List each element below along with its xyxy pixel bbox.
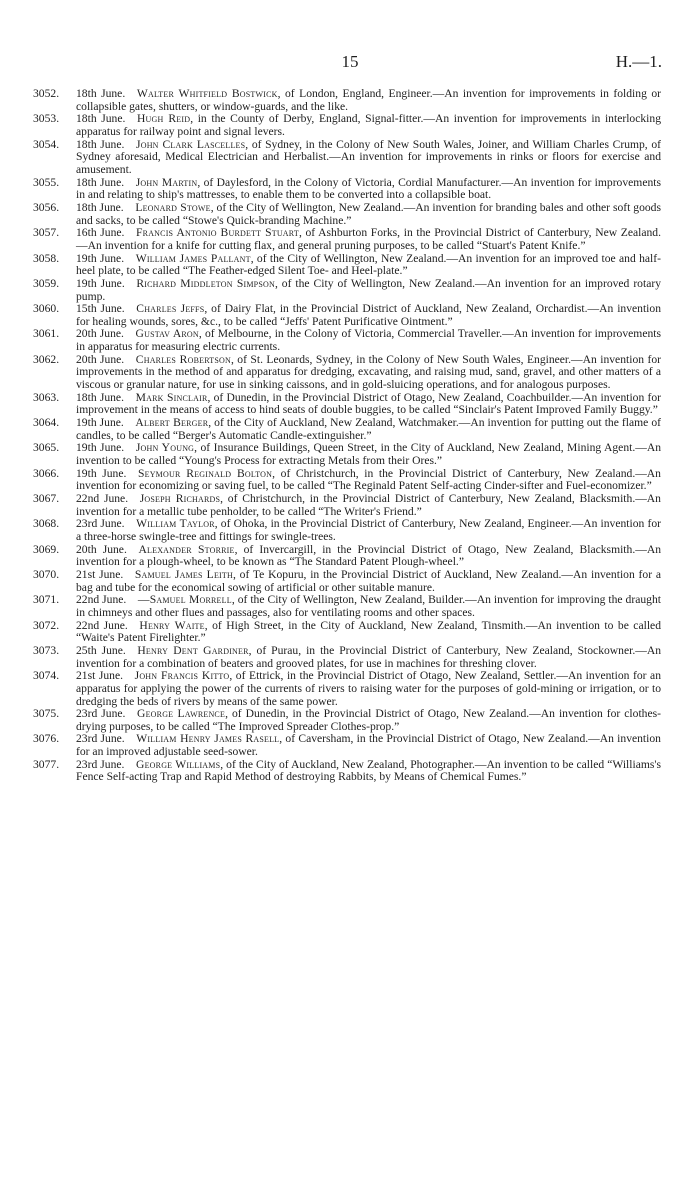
entry-date: 19th June. <box>76 416 124 430</box>
applicant-name: Hugh Reid <box>136 112 191 126</box>
applicant-name: Samuel James Leith <box>134 567 233 581</box>
entry-number: 3074. <box>33 669 60 683</box>
entry-description: , of Christchurch, in the Provincial District of Canterbury, New Zealand, Blacksmith.—An invention for a metallic tube penholder, to be called “The Writer's Friend.” <box>76 492 661 518</box>
applicant-name: Albert Berger <box>135 416 209 430</box>
entry-date: 21st June. <box>76 567 124 581</box>
applicant-name: William Taylor <box>136 517 215 531</box>
patent-entries-list <box>33 88 661 784</box>
entry-description: , of the City of Wellington, New Zealand.—An invention for an improved rotary pump. <box>76 276 661 303</box>
patent-entry <box>33 392 661 417</box>
entry-description: , of Dunedin, in the Provincial District of Otago, New Zealand.—An invention for clothes-drying purposes, to be called “The Improved Spreader Clothes-prop.” <box>76 707 661 733</box>
patent-entry <box>33 278 661 303</box>
entry-number: 3075. <box>33 707 60 721</box>
entry-date: 23rd June. <box>76 707 126 721</box>
entry-date: 18th June. <box>76 390 124 404</box>
entry-description: , of Te Kopuru, in the Provincial District of Auckland, New Zealand.—An invention for a bag and tube for the economical sowing of artificial or other suitable manure. <box>76 567 662 594</box>
applicant-name: —Samuel Morrell <box>137 593 232 607</box>
entry-number: 3076. <box>33 732 60 746</box>
entry-description: , of Christchurch, in the Provincial District of Canterbury, New Zealand.—An invention for economizing or saving fuel, to be called “The Reginald Patent Self-acting Cinder-sifter and Fuel-economizer.” <box>76 466 661 493</box>
entry-description: , of Invercargill, in the Provincial District of Otago, New Zealand, Blacksmith.—An invention for a plough-wheel, to be known as “The Standard Patent Plough-wheel.” <box>76 542 661 569</box>
applicant-name: John Martin <box>135 175 198 189</box>
entry-description: , in the County of Derby, England, Signal-fitter.—An invention for improvements in interlocking apparatus for railway point and signal levers. <box>76 112 661 138</box>
patent-entry <box>33 518 661 543</box>
entry-description: , of Daylesford, in the Colony of Victoria, Cordial Manufacturer.—An invention for improvements in and relating to ship's mattresses, to enable them to be converted into a collapsible boat. <box>76 175 661 202</box>
entry-description: , of Ashburton Forks, in the Provincial District of Canterbury, New Zealand.—An invention for a knife for cutting flax, and general pruning purposes, to be called “Stuart's Patent Knife.” <box>76 226 661 252</box>
entry-date: 18th June. <box>76 87 126 100</box>
patent-entry <box>33 417 661 442</box>
entry-number: 3065. <box>33 441 60 455</box>
entry-date: 22nd June. <box>76 593 127 607</box>
patent-entry <box>33 328 661 353</box>
patent-entry <box>33 227 661 252</box>
entry-number: 3070. <box>33 567 60 581</box>
patent-entry <box>33 88 661 113</box>
patent-entry <box>33 620 661 645</box>
entry-number: 3061. <box>33 327 60 341</box>
entry-description: , of London, England, Engineer.—An invention for improvements in folding or collapsible gates, shutters, or window-guards, and the like. <box>76 87 661 113</box>
entry-number: 3066. <box>33 466 60 480</box>
entry-date: 23rd June. <box>76 517 125 531</box>
entry-number: 3052. <box>33 87 60 100</box>
patent-entry <box>33 354 661 392</box>
applicant-name: George Lawrence <box>137 707 226 721</box>
patent-entry <box>33 759 661 784</box>
entry-number: 3067. <box>33 492 60 505</box>
entry-date: 22nd June. <box>76 492 129 505</box>
applicant-name: Walter Whitfield Bostwick <box>136 87 278 100</box>
applicant-name: John Francis Kitto <box>134 669 230 683</box>
applicant-name: Francis Antonio Burdett Stuart <box>136 226 299 240</box>
entry-number: 3053. <box>33 112 60 126</box>
page-header <box>0 44 700 70</box>
entry-number: 3060. <box>33 302 60 316</box>
entry-number: 3062. <box>33 352 60 366</box>
applicant-name: Joseph Richards <box>139 492 221 505</box>
patent-entry <box>33 733 661 758</box>
entry-number: 3077. <box>33 757 60 771</box>
applicant-name: Leonard Stowe <box>135 200 211 214</box>
entry-number: 3059. <box>33 276 60 290</box>
applicant-name: Richard Middleton Simpson <box>136 276 275 290</box>
entry-date: 19th June. <box>76 466 127 480</box>
patent-entry <box>33 468 661 493</box>
entry-description: , of the City of Wellington, New Zealand, Builder.—An invention for improving the draught in chimneys and other flues and passages, also for ventilating rooms and other spaces. <box>76 593 661 619</box>
entry-date: 23rd June. <box>76 732 125 746</box>
applicant-name: Mark Sinclair <box>135 390 208 404</box>
entry-description: , of High Street, in the City of Auckland, New Zealand, Tinsmith.—An invention to be called “Waite's Patent Firelighter.” <box>76 618 661 645</box>
entry-number: 3064. <box>33 416 60 430</box>
patent-entry <box>33 177 661 202</box>
entry-description: , of the City of Wellington, New Zealand.—An invention for branding bales and other soft goods and sacks, to be called “Stowe's Quick-branding Machine.” <box>76 200 661 227</box>
patent-entry <box>33 303 661 328</box>
applicant-name: Seymour Reginald Bolton <box>137 466 273 480</box>
patent-entry <box>33 544 661 569</box>
entry-description: , of St. Leonards, Sydney, in the Colony of New South Wales, Engineer.—An invention for improvements in the method of and apparatus for dredging, excavating, and raising mud, sand, gravel, and other matters of a viscous or granular nature, for use in sinking caissons, and in gold-sluicing operations, and for analogous purposes. <box>76 352 661 392</box>
patent-entry <box>33 493 661 518</box>
entry-date: 23rd June. <box>76 757 125 771</box>
patent-entry <box>33 670 661 708</box>
patent-entry <box>33 645 661 670</box>
entry-description: , of the City of Auckland, New Zealand, Photographer.—An invention to be called “Williams's Fence Self-acting Trap and Rapid Method of destroying Rabbits, by Means of Chemical Fumes.” <box>76 757 661 784</box>
applicant-name: Henry Waite <box>139 618 205 632</box>
entry-number: 3057. <box>33 226 60 240</box>
patent-entry <box>33 202 661 227</box>
page-number: 15 <box>341 52 359 71</box>
entry-date: 25th June. <box>76 643 126 657</box>
entry-number: 3054. <box>33 137 60 151</box>
patent-entry <box>33 569 661 594</box>
entry-number: 3073. <box>33 643 60 657</box>
entry-date: 21st June. <box>76 669 124 683</box>
applicant-name: William James Pallant <box>135 251 251 265</box>
applicant-name: John Young <box>135 441 195 455</box>
applicant-name: Henry Dent Gardiner <box>137 643 249 657</box>
applicant-name: William Henry James Rasell <box>136 732 280 746</box>
patent-entry <box>33 253 661 278</box>
entry-date: 18th June. <box>76 112 126 126</box>
patent-entry <box>33 708 661 733</box>
entry-description: , of Ohoka, in the Provincial District of Canterbury, New Zealand, Engineer.—An invention for a three-horse swingle-tree and fittings for swingle-trees. <box>76 517 661 543</box>
entry-date: 20th June. <box>76 327 124 341</box>
applicant-name: John Clark Lascelles <box>136 137 246 151</box>
entry-number: 3068. <box>33 517 60 531</box>
entry-number: 3072. <box>33 618 60 632</box>
entry-description: , of Melbourne, in the Colony of Victoria, Commercial Traveller.—An invention for improvements in apparatus for measuring electric currents. <box>76 327 661 354</box>
entry-date: 20th June. <box>76 542 127 556</box>
entry-description: , of Dairy Flat, in the Provincial District of Auckland, New Zealand, Orchardist.—An invention for healing wounds, sores, &c., to be called “Jeffs' Patent Purificative Ointment.” <box>76 302 662 328</box>
entry-date: 19th June. <box>76 441 125 455</box>
entry-number: 3071. <box>33 593 60 607</box>
entry-date: 19th June. <box>76 251 125 265</box>
entry-number: 3069. <box>33 542 60 556</box>
applicant-name: Alexander Storrie <box>138 542 235 556</box>
entry-date: 15th June. <box>76 302 125 316</box>
entry-date: 18th June. <box>76 137 125 151</box>
entry-description: , of the City of Auckland, New Zealand, Watchmaker.—An invention for putting out the flame of candles, to be called “Berger's Automatic Candle-extinguisher.” <box>76 416 661 442</box>
applicant-name: Gustav Aron <box>135 327 199 341</box>
entry-description: , of Purau, in the Provincial District of Canterbury, New Zealand, Stockowner.—An invention for a combination of beaters and grooved plates, for use in machines for threshing clover. <box>76 643 661 670</box>
entry-description: , of Caversham, in the Provincial District of Otago, New Zealand.—An invention for an improved adjustable seed-sower. <box>76 732 661 759</box>
patent-entry <box>33 594 661 619</box>
applicant-name: Charles Robertson <box>135 352 231 366</box>
document-reference: H.—1. <box>615 52 662 71</box>
entry-description: , of Sydney, in the Colony of New South Wales, Joiner, and William Charles Crump, of Sydney aforesaid, Medical Electrician and Herbalist.—An invention for improvements in rinks or floors for exercise and amusement. <box>76 137 661 176</box>
entry-date: 18th June. <box>76 175 125 189</box>
entry-date: 18th June. <box>76 200 124 214</box>
entry-date: 20th June. <box>76 352 125 366</box>
entry-description: , of Insurance Buildings, Queen Street, in the City of Auckland, New Zealand, Mining Agent.—An invention to be called “Young's Process for extracting Metals from their Ores.” <box>76 441 661 468</box>
applicant-name: George Williams <box>136 757 221 771</box>
entry-date: 16th June. <box>76 226 125 240</box>
patent-entry <box>33 442 661 467</box>
entry-number: 3056. <box>33 200 60 214</box>
entry-date: 19th June. <box>76 276 125 290</box>
entry-date: 22nd June. <box>76 618 128 632</box>
entry-number: 3055. <box>33 175 60 189</box>
patent-entry <box>33 113 661 138</box>
entry-number: 3063. <box>33 390 60 404</box>
entry-number: 3058. <box>33 251 60 265</box>
entry-description: , of the City of Wellington, New Zealand.—An invention for an improved toe and half-heel plate, to be called “The Feather-edged Silent Toe- and Heel-plate.” <box>76 251 661 278</box>
entry-description: , of Ettrick, in the Provincial District of Otago, New Zealand, Settler.—An invention for an apparatus for applying the power of the currents of rivers to raising water for the purposes of gold-mining or irrigation, or to dredging the beds of rivers by means of the same power. <box>76 669 661 708</box>
patent-entry <box>33 139 661 177</box>
entry-description: , of Dunedin, in the Provincial District of Otago, New Zealand, Coachbuilder.—An invention for improvement in the means of access to hind seats of double buggies, to be called “Sinclair's Patent Improved Family Buggy.” <box>76 390 661 417</box>
applicant-name: Charles Jeffs <box>136 302 205 316</box>
